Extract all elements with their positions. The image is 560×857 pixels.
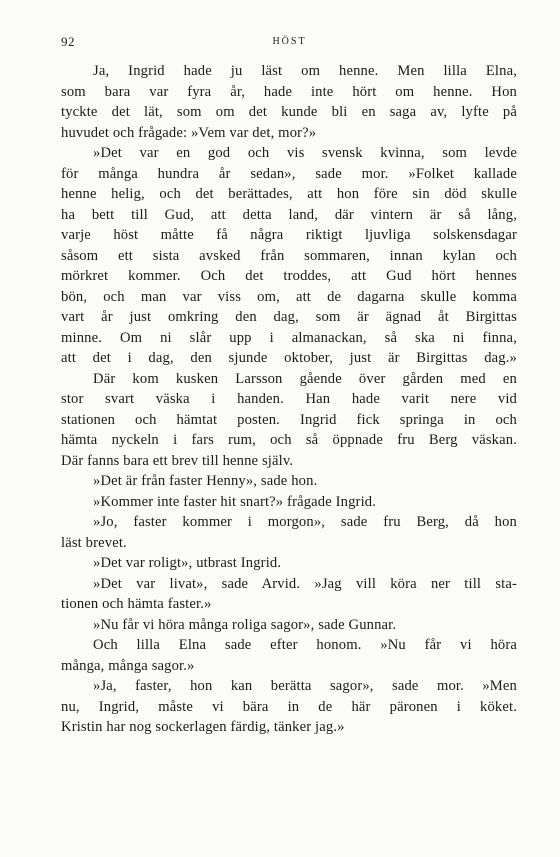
- text-line: stor svart väska i handen. Han hade varit nere vid: [61, 391, 517, 407]
- text-line: tyckte det lät, som om det kunde bli en saga av, lyfte på: [61, 104, 517, 120]
- body-text: [61, 61, 517, 738]
- text-line: huvudet och frågade: »Vem var det, mor?»: [61, 124, 317, 141]
- text-line: »Ja, faster, hon kan berätta sagor», sade mor. »Men: [93, 678, 517, 694]
- text-line: »Det var livat», sade Arvid. »Jag vill köra ner till sta-: [93, 575, 517, 592]
- text-line: stationen och hämtat posten. Ingrid fick springa in och: [61, 411, 517, 428]
- text-line: »Det var roligt», utbrast Ingrid.: [93, 555, 282, 571]
- text-line: »Jo, faster kommer i morgon», sade fru Berg, då hon: [93, 514, 517, 530]
- text-line: som bara var fyra år, hade inte hört om henne. Hon: [61, 83, 517, 100]
- text-line: läst brevet.: [61, 534, 127, 551]
- text-line: såsom ett sista avsked från sommaren, innan kylan och: [61, 247, 517, 264]
- text-line: vart år just omkring den dag, som är ägnad åt Birgittas: [61, 309, 517, 325]
- text-line: varje höst måtte få några riktigt ljuvliga solskensdagar: [61, 227, 517, 243]
- text-line: bön, och man var viss om, att de dagarna skulle komma: [61, 288, 517, 305]
- page-number: 92: [61, 34, 75, 49]
- text-line: hämta nyckeln i fars rum, och så öppnade fru Berg väskan.: [61, 432, 517, 448]
- text-line: för många hundra år sedan», sade mor. »Folket kallade: [61, 165, 517, 182]
- text-line: Ja, Ingrid hade ju läst om henne. Men lilla Elna,: [93, 63, 517, 79]
- text-line: Kristin har nog sockerlagen färdig, tänker jag.»: [61, 719, 345, 735]
- text-line: Och lilla Elna sade efter honom. »Nu får vi höra: [93, 637, 517, 653]
- text-line: Där kom kusken Larsson gående över gården med en: [93, 370, 517, 387]
- running-title: HÖST: [272, 36, 307, 47]
- text-line: »Nu får vi höra många roliga sagor», sade Gunnar.: [93, 616, 397, 633]
- text-line: tionen och hämta faster.»: [61, 596, 212, 612]
- text-line: »Kommer inte faster hit snart?» frågade Ingrid.: [93, 493, 377, 510]
- text-line: att det i dag, den sjunde oktober, just är Birgittas dag.»: [61, 350, 517, 366]
- text-line: många, många sagor.»: [61, 657, 195, 674]
- text-line: ha bett till Gud, att detta land, där vintern är så lång,: [61, 206, 517, 223]
- text-line: nu, Ingrid, måste vi bära in de här päronen i köket.: [61, 698, 517, 715]
- text-line: »Det är från faster Henny», sade hon.: [93, 473, 318, 489]
- text-line: mörkret kommer. Och det troddes, att Gud hört hennes: [61, 268, 517, 284]
- text-line: henne helig, och det berättades, att hon före sin död skulle: [61, 186, 517, 202]
- running-head: [61, 34, 518, 52]
- text-line: »Det var en god och vis svensk kvinna, som levde: [93, 145, 517, 161]
- text-line: minne. Om ni slår upp i almanackan, så ska ni finna,: [61, 329, 517, 346]
- text-line: Där fanns bara ett brev till henne själv.: [61, 452, 294, 469]
